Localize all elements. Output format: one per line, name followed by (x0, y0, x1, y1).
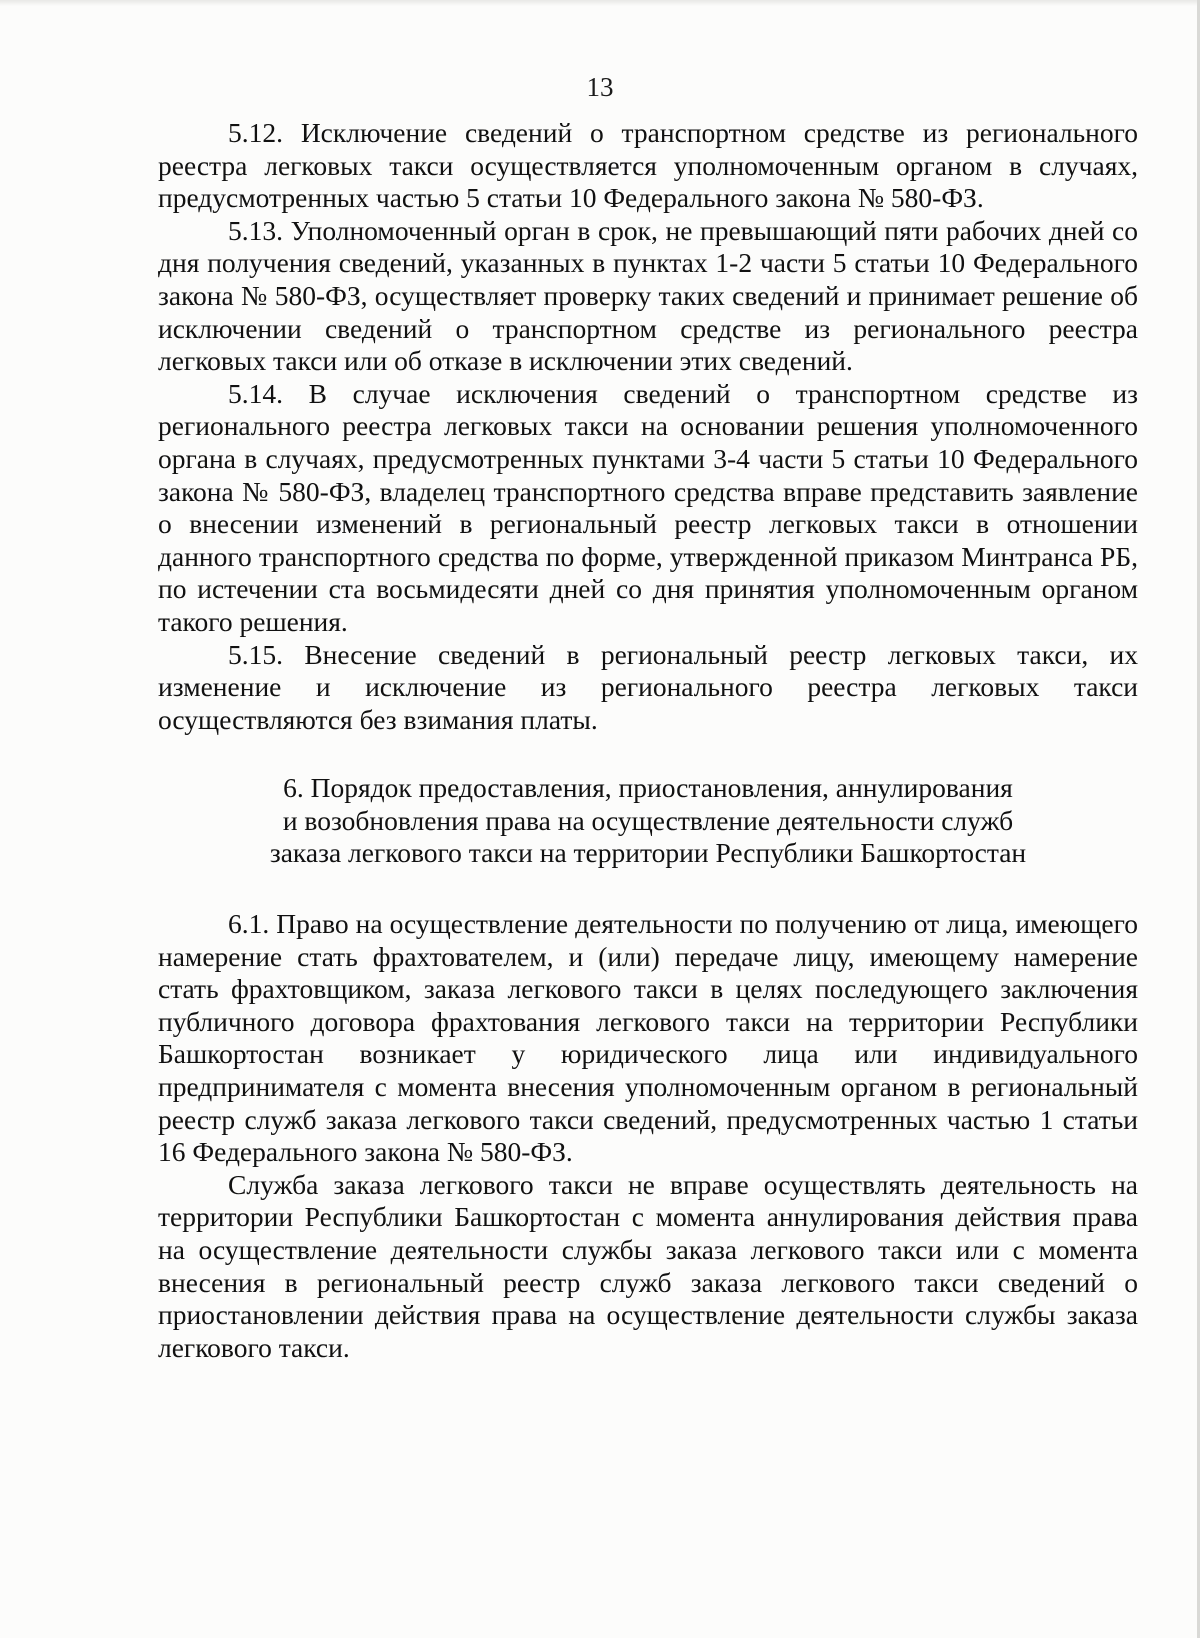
paragraph-5-14: 5.14. В случае исключения сведений о транспортном средстве из регионального реестра легковых такси на основании решения уполномоченного органа в случаях, предусмотренных пунктами 3-4 части 5 статьи 10 Федерального закона № 580-ФЗ, владелец транспортного средства вправе представить заявление о внесении изменений в региональный реестр легковых такси в отношении данного транспортного средства по форме, утвержденной приказом Минтранса РБ, по истечении ста восьмидесяти дней со дня принятия уполномоченным органом такого решения. (158, 377, 1138, 637)
paragraph-6-1: 6.1. Право на осуществление деятельности по получению от лица, имеющего намерение стать фрахтователем, и (или) передаче лицу, имеющему намерение стать фрахтовщиком, заказа легкового такси в целях последующего заключения публичного договора фрахтования легкового такси на территории Республики Башкортостан возникает у юридического лица или индивидуального предпринимателя с момента внесения уполномоченным органом в региональный реестр служб заказа легкового такси сведений, предусмотренных частью 1 статьи 16 Федерального закона № 580-ФЗ. (158, 908, 1138, 1168)
section-heading-line: и возобновления права на осуществление деятельности служб (282, 804, 1014, 836)
section-6-heading (158, 772, 1138, 870)
paragraph-5-12: 5.12. Исключение сведений о транспортном средстве из регионального реестра легковых такси осуществляется уполномоченным органом в случаях, предусмотренных частью 5 статьи 10 Федерального закона № 580-ФЗ. (158, 117, 1138, 214)
scan-edge-top (0, 0, 1200, 6)
section-heading-line: 6. Порядок предоставления, приостановления, аннулирования (283, 772, 1013, 804)
document-body (158, 117, 1138, 1364)
section-heading-line: заказа легкового такси на территории Республики Башкортостан (269, 837, 1027, 869)
paragraph-5-15: 5.15. Внесение сведений в региональный реестр легковых такси, их изменение и исключение из регионального реестра легковых такси осуществляются без взимания платы. (158, 638, 1138, 735)
page-number: 13 (586, 72, 614, 102)
paragraph-5-13: 5.13. Уполномоченный орган в срок, не превышающий пяти рабочих дней со дня получения сведений, указанных в пунктах 1-2 части 5 статьи 10 Федерального закона № 580-ФЗ, осуществляет проверку таких сведений и принимает решение об исключении сведений о транспортном средстве из регионального реестра легковых такси или об отказе в исключении этих сведений. (158, 214, 1138, 377)
paragraph-6-1-continuation: Служба заказа легкового такси не вправе осуществлять деятельность на территории Республики Башкортостан с момента аннулирования действия права на осуществление деятельности службы заказа легкового такси или с момента внесения в региональный реестр служб заказа легкового такси сведений о приостановлении действия права на осуществление деятельности службы заказа легкового такси. (158, 1168, 1138, 1363)
